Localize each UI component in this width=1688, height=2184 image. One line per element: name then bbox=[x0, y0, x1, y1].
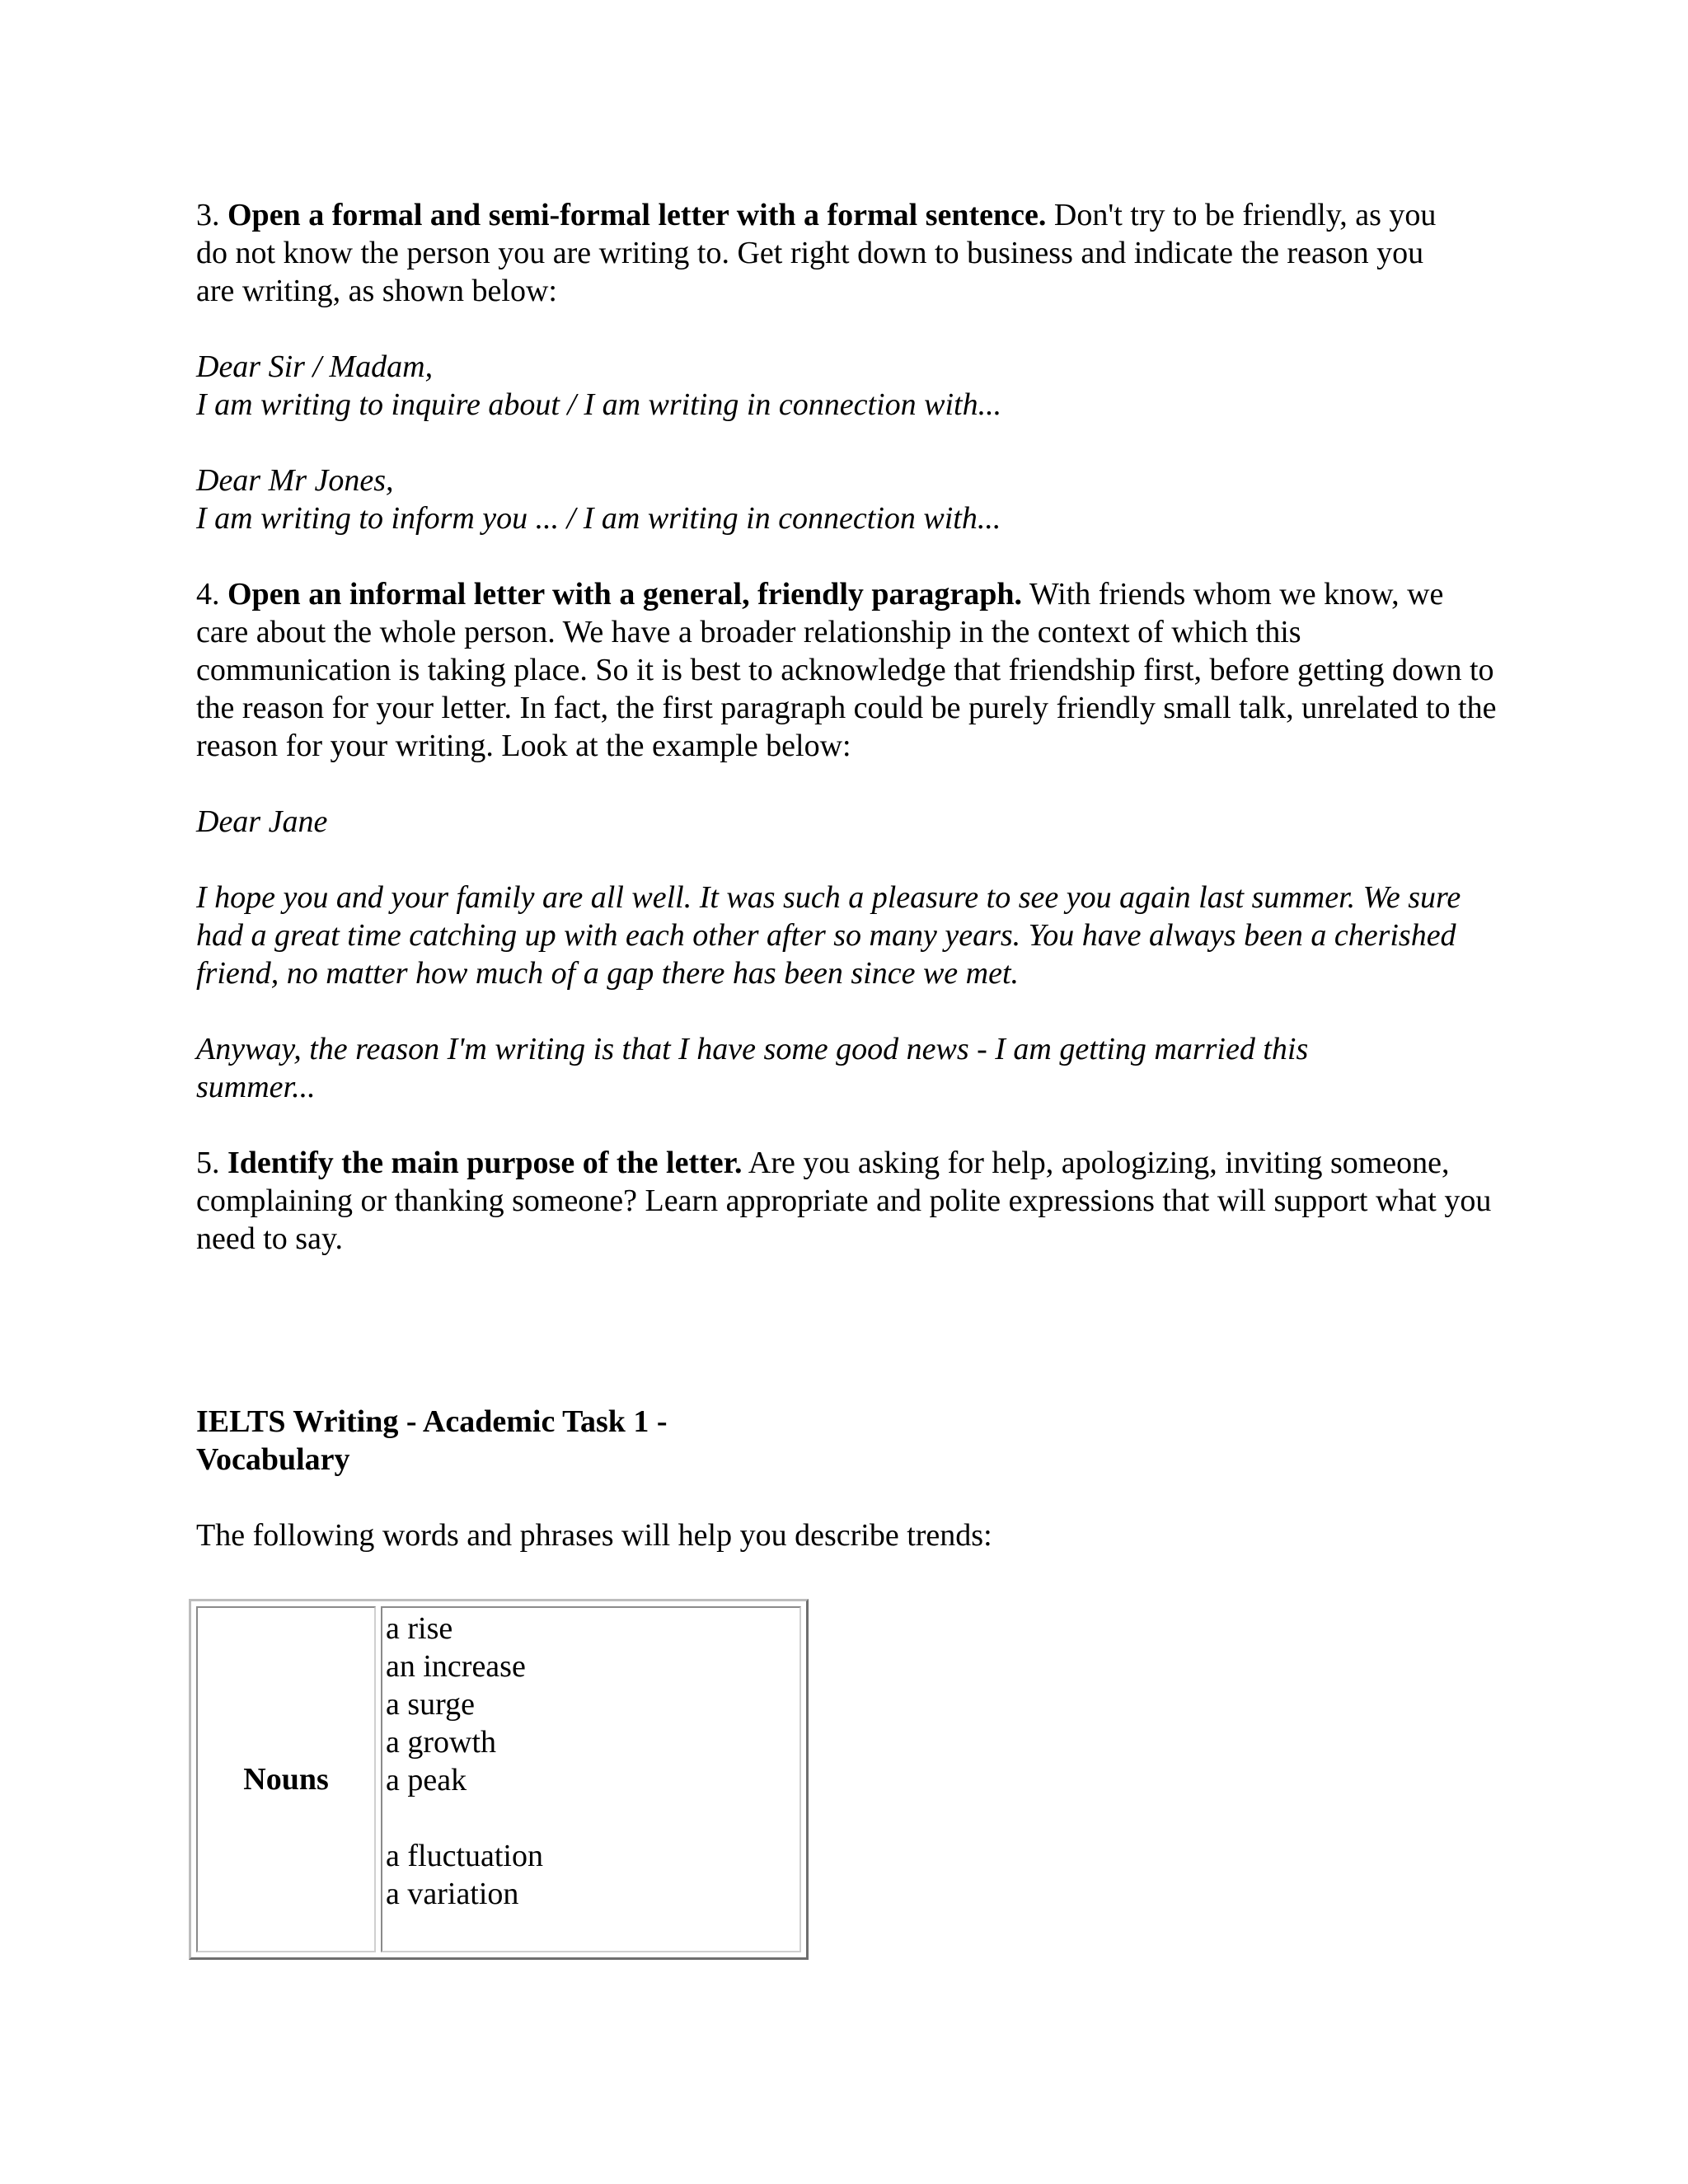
informal-example-paragraph-1: I hope you and your family are all well. It was such a pleasure to see you again last summer. We sure had a great time catching up with each other after so many years. You have always been a cherished friend, no matter how much of a gap there has been since we met. bbox=[196, 880, 1461, 991]
tip-5-text: Are you asking for help, apologizing, inviting someone, complaining or thanking someone? Learn appropriate and polite expressions that will support what you need to say. bbox=[196, 1146, 1492, 1256]
table-label: Nouns bbox=[243, 1762, 329, 1797]
tip-4-number: 4. bbox=[196, 577, 227, 612]
informal-example-salutation: Dear Jane bbox=[196, 804, 328, 839]
table-label-cell bbox=[196, 1606, 376, 1952]
list-item: a fluctuation bbox=[386, 1839, 543, 1873]
tip-3-title: Open a formal and semi-formal letter with a formal sentence. bbox=[227, 198, 1047, 232]
list-item: an increase bbox=[386, 1649, 526, 1684]
tip-4 bbox=[196, 575, 1498, 765]
letter-tips bbox=[196, 196, 1498, 1296]
section-intro: The following words and phrases will help you describe trends: bbox=[196, 1518, 992, 1553]
tip-4-title: Open an informal letter with a general, friendly paragraph. bbox=[227, 577, 1023, 612]
section-heading bbox=[196, 1403, 773, 1479]
tip-5 bbox=[196, 1144, 1498, 1258]
formal-example-1-salutation: Dear Sir / Madam, bbox=[196, 349, 434, 384]
formal-example-1-opening: I am writing to inquire about / I am writing in connection with... bbox=[196, 387, 1002, 422]
formal-example-2-opening: I am writing to inform you ... / I am writing in connection with... bbox=[196, 501, 1001, 536]
section-heading-line-1: IELTS Writing - Academic Task 1 - bbox=[196, 1404, 668, 1439]
list-item: a growth bbox=[386, 1725, 497, 1760]
tip-4-text: With friends whom we know, we care about the whole person. We have a broader relationship in the context of which this communication is taking place. So it is best to acknowledge that friendship first, before getting down to the reason for your letter. In fact, the first paragraph could be purely friendly small talk, unrelated to the reason for your writing. Look at the example below: bbox=[196, 577, 1497, 763]
list-item: a surge bbox=[386, 1687, 475, 1722]
formal-example-2 bbox=[196, 462, 1498, 537]
list-item: a variation bbox=[386, 1877, 519, 1911]
tip-3 bbox=[196, 196, 1457, 310]
formal-example-1 bbox=[196, 348, 1498, 424]
tip-5-number: 5. bbox=[196, 1146, 227, 1180]
informal-example-paragraph-2: Anyway, the reason I'm writing is that I have some good news - I am getting married this summer... bbox=[196, 1032, 1309, 1104]
table-terms-cell bbox=[381, 1606, 801, 1952]
tip-3-text: Don't try to be friendly, as you do not know the person you are writing to. Get right down to business and indicate the reason you are writing, as shown below: bbox=[196, 198, 1437, 308]
formal-example-2-salutation: Dear Mr Jones, bbox=[196, 463, 394, 498]
tip-3-number: 3. bbox=[196, 198, 227, 232]
section-heading-line-2: Vocabulary bbox=[196, 1442, 350, 1477]
tip-5-title: Identify the main purpose of the letter. bbox=[227, 1146, 743, 1180]
list-item: a peak bbox=[386, 1763, 467, 1797]
vocabulary-table bbox=[189, 1599, 809, 1960]
list-gap bbox=[386, 1799, 799, 1837]
list-item: a rise bbox=[386, 1611, 453, 1646]
